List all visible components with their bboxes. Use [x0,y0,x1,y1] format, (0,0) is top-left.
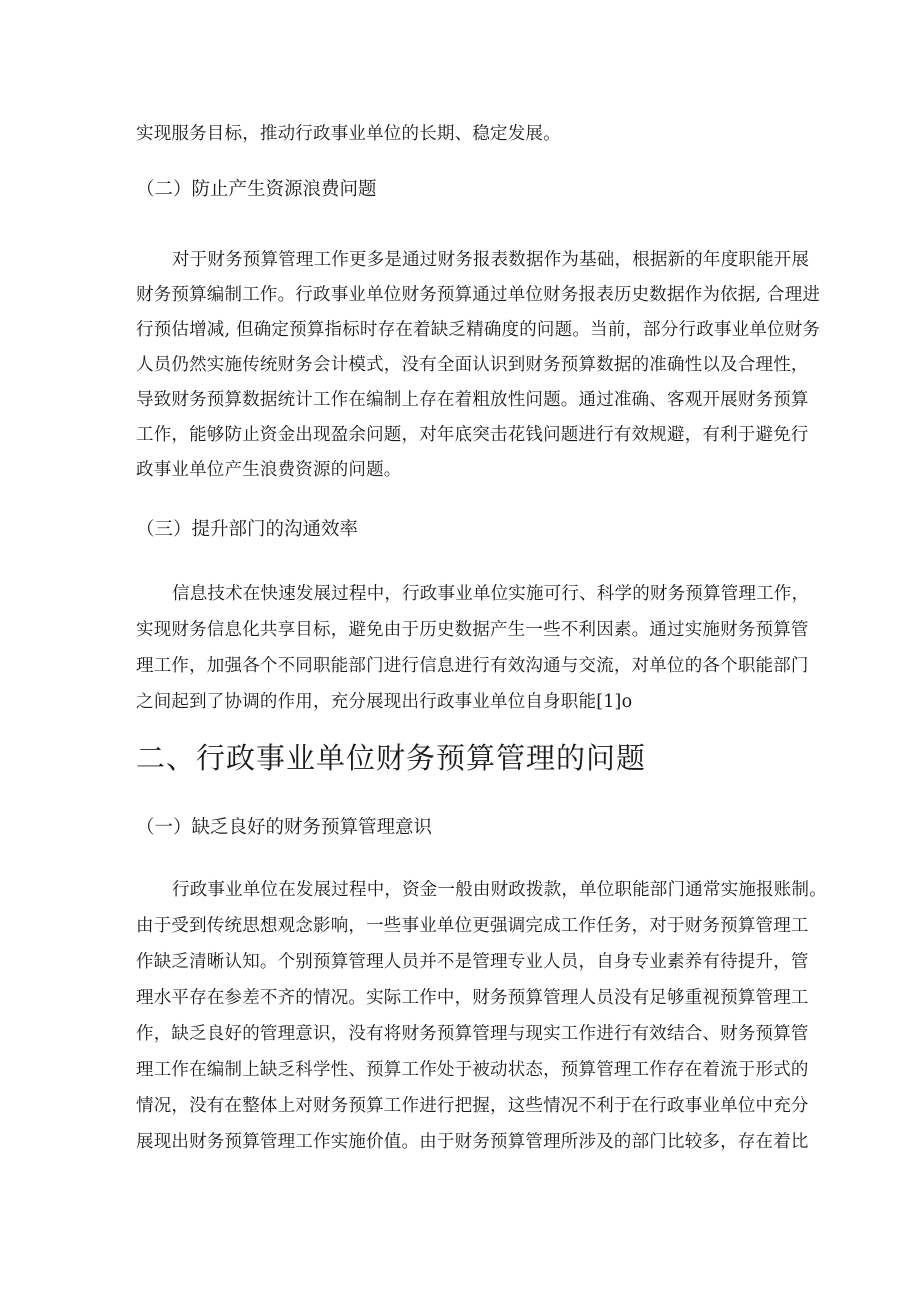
paragraph-line: 工作，能够防止资金出现盈余问题，对年底突击花钱问题进行有效规避，有利于避免行 [136,425,809,445]
paragraph-line: 财务预算编制工作。行政事业单位财务预算通过单位财务报表历史数据作为依据, 合理进 [136,285,821,305]
paragraph-line: 导致财务预算数据统计工作在编制上存在着粗放性问题。通过准确、客观开展财务预算 [136,390,809,410]
paragraph-line: 作，缺乏良好的管理意识，没有将财务预算管理与现实工作进行有效结合、财务预算管 [136,1024,809,1044]
subheading-awareness: （一）缺乏良好的财务预算管理意识 [136,817,433,838]
paragraph-line: 理水平存在参差不齐的情况。实际工作中，财务预算管理人员没有足够重视预算管理工 [136,988,809,1008]
paragraph-line: 信息技术在快速发展过程中，行政事业单位实施可行、科学的财务预算管理工作， [172,584,810,604]
paragraph-line: 实现服务目标，推动行政事业单位的长期、稳定发展。 [136,124,561,144]
paragraph-line: 之间起到了协调的作用，充分展现出行政事业单位自身职能[1]o [136,692,633,712]
paragraph-line: 作缺乏清晰认知。个别预算管理人员并不是管理专业人员，自身专业素养有待提升，管 [136,952,809,972]
paragraph-line: 对于财务预算管理工作更多是通过财务报表数据作为基础，根据新的年度职能开展 [172,250,810,270]
paragraph-line: 由于受到传统思想观念影响，一些事业单位更强调完成工作任务，对于财务预算管理工 [136,916,809,936]
subheading-prevent-waste: （二）防止产生资源浪费问题 [136,179,377,200]
section-heading-problems: 二、行政事业单位财务预算管理的问题 [136,741,647,775]
subheading-communication: （三）提升部门的沟通效率 [136,519,359,540]
paragraph-line: 展现出财务预算管理工作实施价值。由于财务预算管理所涉及的部门比较多，存在着比 [136,1132,809,1152]
paragraph-line: 情况，没有在整体上对财务预算工作进行把握，这些情况不利于在行政事业单位中充分 [136,1096,809,1116]
paragraph-line: 实现财务信息化共享目标，避免由于历史数据产生一些不利因素。通过实施财务预算管 [136,620,809,640]
paragraph-line: 理工作在编制上缺乏科学性、预算工作处于被动状态，预算管理工作存在着流于形式的 [136,1060,809,1080]
paragraph-line: 行政事业单位在发展过程中，资金一般由财政拨款，单位职能部门通常实施报账制。 [172,880,827,900]
paragraph-line: 行预估增减, 但确定预算指标时存在着缺乏精确度的问题。当前，部分行政事业单位财务 [136,320,821,340]
paragraph-line: 理工作，加强各个不同职能部门进行信息进行有效沟通与交流，对单位的各个职能部门 [136,656,809,676]
paragraph-line: 政事业单位产生浪费资源的问题。 [136,460,402,480]
paragraph-line: 人员仍然实施传统财务会计模式，没有全面认识到财务预算数据的准确性以及合理性， [136,355,809,375]
